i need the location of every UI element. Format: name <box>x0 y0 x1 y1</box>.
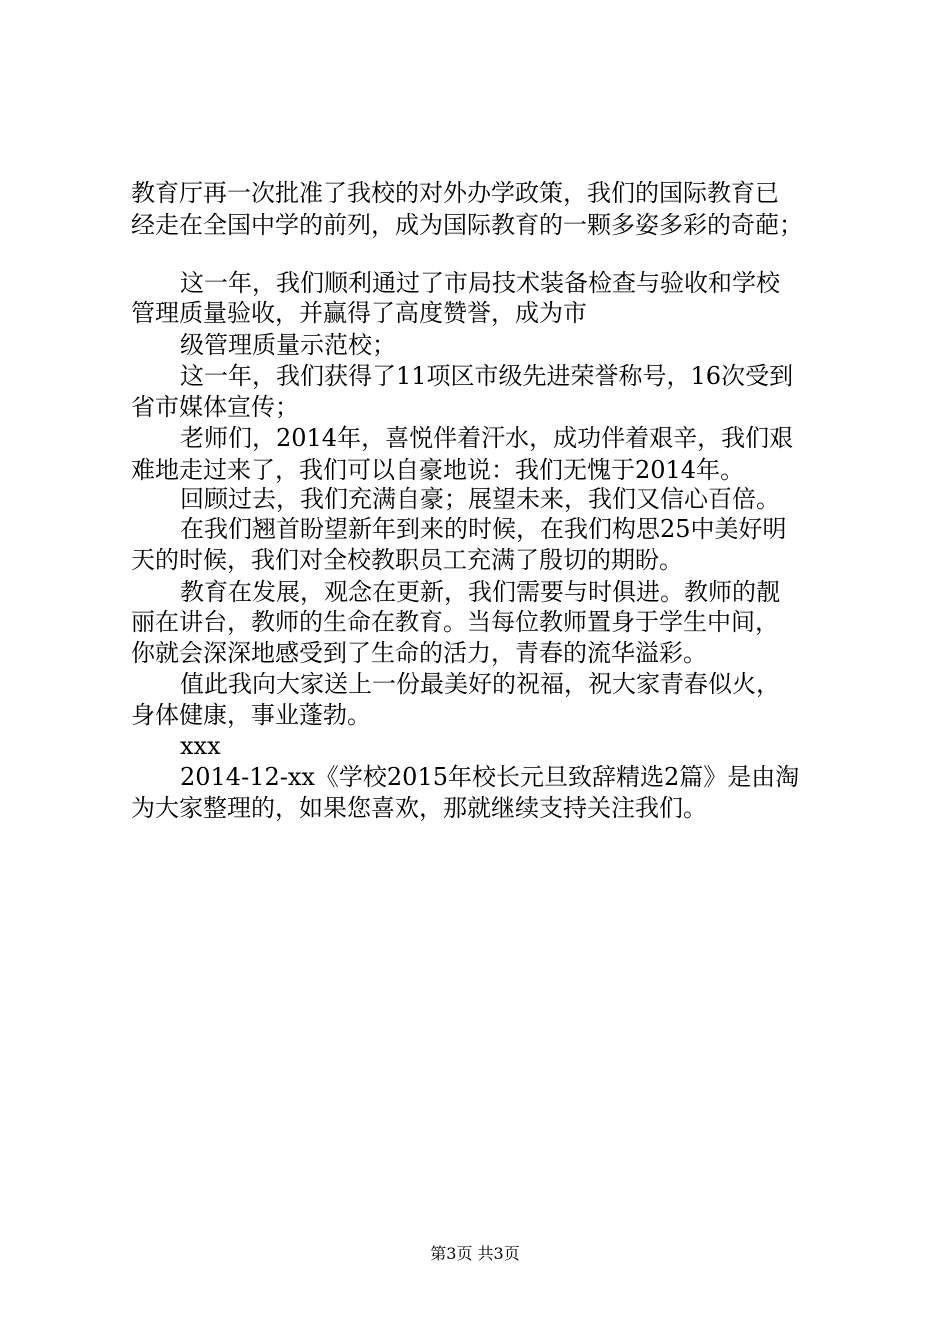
paragraph-line: 级管理质量示范校； <box>180 331 396 359</box>
paragraph-line: 管理质量验收，并赢得了高度赞誉，成为市 <box>131 299 587 327</box>
paragraph-line: 你就会深深地感受到了生命的活力，青春的流华溢彩。 <box>131 639 707 667</box>
paragraph-line: 教育厅再一次批准了我校的对外办学政策，我们的国际教育已 <box>131 179 779 207</box>
paragraph-line: 为大家整理的，如果您喜欢，那就继续支持关注我们。 <box>131 794 707 822</box>
paragraph-line: 身体健康，事业蓬勃。 <box>131 701 371 729</box>
signature: xxx <box>180 732 221 760</box>
paragraph-line: 值此我向大家送上一份最美好的祝福，祝大家青春似火， <box>180 670 780 698</box>
paragraph-line: 教育在发展，观念在更新，我们需要与时俱进。教师的靓 <box>180 578 780 606</box>
paragraph-line: 省市媒体宣传； <box>131 393 299 421</box>
paragraph-line: 难地走过来了，我们可以自豪地说：我们无愧于2014年。 <box>131 456 745 484</box>
paragraph-line: 这一年，我们获得了11项区市级先进荣誉称号，16次受到 <box>180 362 794 390</box>
paragraph-line: 经走在全国中学的前列，成为国际教育的一颗多姿多彩的奇葩； <box>131 211 803 239</box>
paragraph-line: 丽在讲台，教师的生命在教育。当每位教师置身于学生中间， <box>131 608 779 636</box>
paragraph-line: 在我们翘首盼望新年到来的时候，在我们构思25中美好明 <box>180 515 787 543</box>
paragraph-line: 2014-12-xx《学校2015年校长元旦致辞精选2篇》是由淘 <box>180 763 800 791</box>
paragraph-line: 天的时候，我们对全校教职员工充满了殷切的期盼。 <box>131 546 683 574</box>
paragraph-line: 老师们，2014年，喜悦伴着汗水，成功伴着艰辛，我们艰 <box>180 424 794 452</box>
paragraph-line: 回顾过去，我们充满自豪；展望未来，我们又信心百倍。 <box>180 485 780 513</box>
page-number-footer: 第3页 共3页 <box>430 1244 520 1263</box>
paragraph-line: 这一年，我们顺利通过了市局技术装备检查与验收和学校 <box>180 269 780 297</box>
